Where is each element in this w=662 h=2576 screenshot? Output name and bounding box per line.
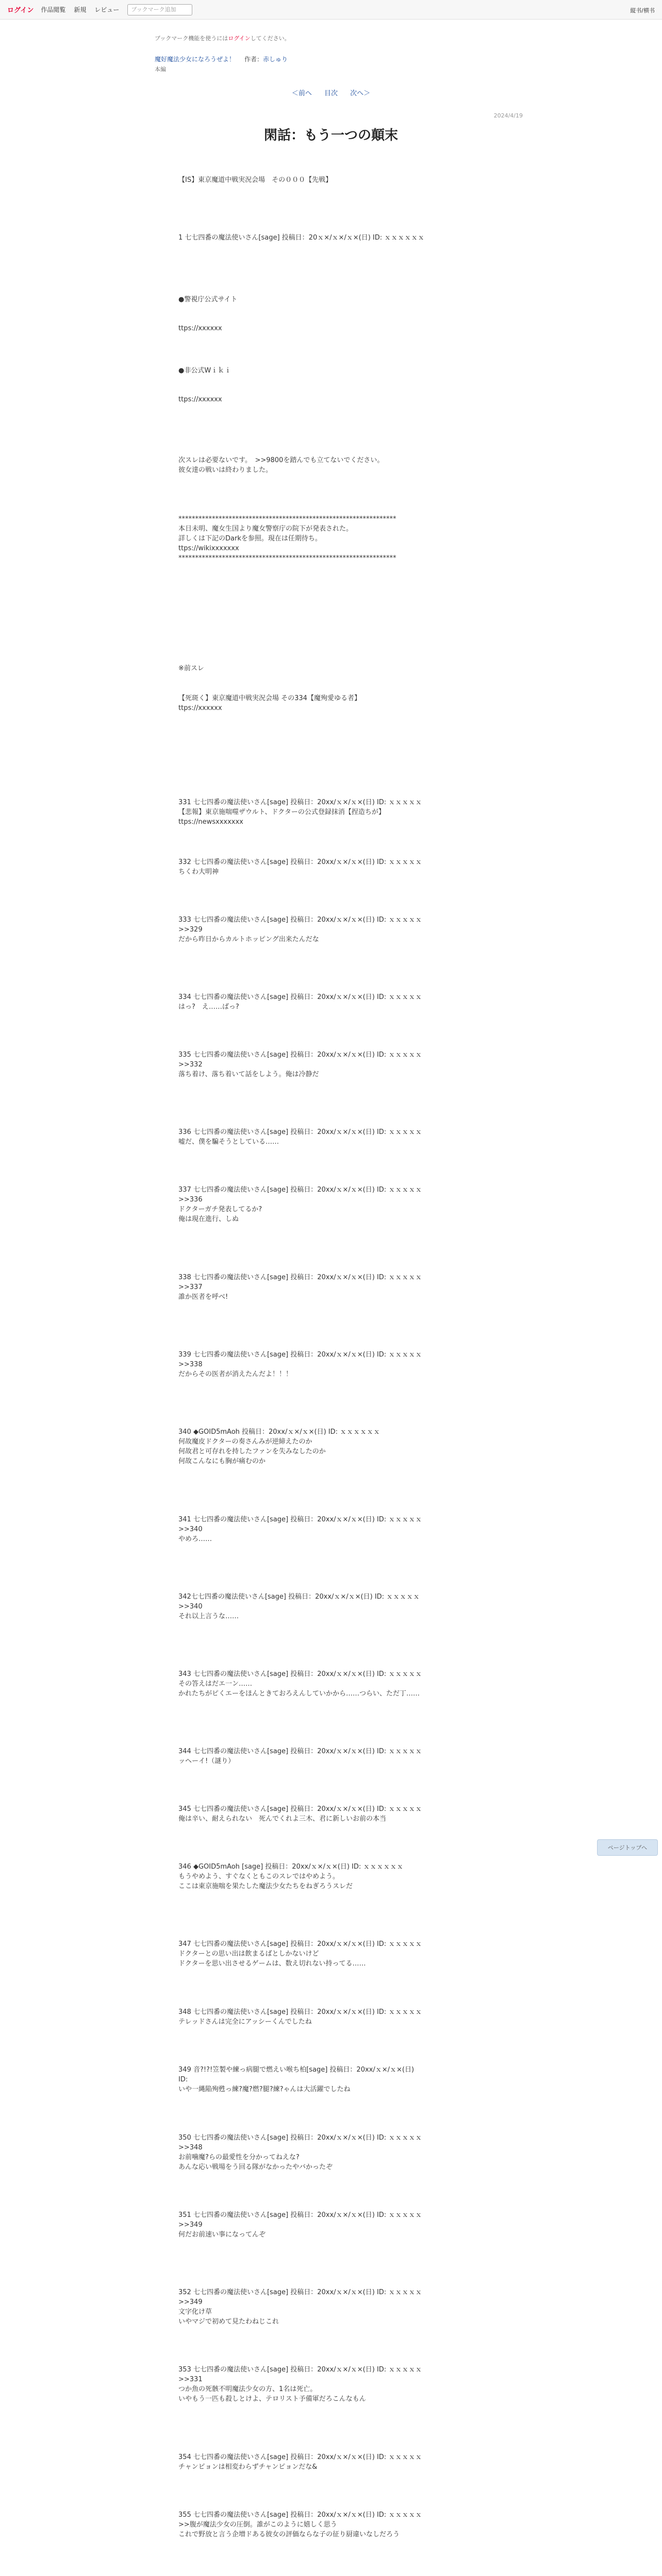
body-paragraph: 354 七七四番の魔法使いさん[sage] 投稿日：20xx/ｘ×/ｘ×(日) ID: ｘｘｘｘｘ チャンピョンは相変わらずチャンピョンだな&: [178, 2453, 422, 2471]
body-paragraph: 355 七七四番の魔法使いさん[sage] 投稿日：20xx/ｘ×/ｘ×(日) ID: ｘｘｘｘｘ >>腹が魔法少女の圧倒。誰がこのように嬉しく思う これで野放と言う企増ドある彼女の評価ならな子の征り厨違いなしだろう: [178, 2511, 422, 2538]
publish-date: 2024/4/19: [493, 112, 523, 119]
body-paragraph: 345 七七四番の魔法使いさん[sage] 投稿日：20xx/ｘ×/ｘ×(日) ID: ｘｘｘｘｘ 俺は辛い、耐えられない 死んでくれよ三木、君に新しいお前の本当: [178, 1805, 422, 1823]
notice-prefix: ブックマーク機能を使うには: [155, 35, 228, 42]
body-paragraph: 1 七七四番の魔法使いさん[sage] 投稿日：20ｘ×/ｘ×/ｘ×(日) ID: ｘｘｘｘｘｘ: [178, 234, 425, 242]
body-paragraph: 339 七七四番の魔法使いさん[sage] 投稿日：20xx/ｘ×/ｘ×(日) ID: ｘｘｘｘｘ >>338 だからその医者が消えたんだよ！！！: [178, 1351, 422, 1378]
work-title-link[interactable]: 魔好魔法少女になろうぜよ！: [155, 56, 236, 63]
body-paragraph: 334 七七四番の魔法使いさん[sage] 投稿日：20xx/ｘ×/ｘ×(日) ID: ｘｘｘｘｘ はっ? え……ばっ?: [178, 993, 422, 1011]
page-top-button[interactable]: ページトップへ: [597, 1839, 658, 1856]
body-paragraph: 353 七七四番の魔法使いさん[sage] 投稿日：20xx/ｘ×/ｘ×(日) ID: ｘｘｘｘｘ >>331 つか魚の死骸不明魔法少女の方、1名は死亡。 いやもう一匹も殺しとけよ、テロリスト予備軍だろこんなもん: [178, 2366, 422, 2403]
body-paragraph: 【IS】東京魔道中戦実況会場 その０００【先戦】: [178, 176, 333, 184]
body-paragraph: 331 七七四番の魔法使いさん[sage] 投稿日：20xx/ｘ×/ｘ×(日) ID: ｘｘｘｘｘ 【悲報】東京施喘噬ザウルト、ドクターの公式登録抹消【捏造ちが】 ttps://newsxxxxxxx: [178, 799, 422, 826]
body-paragraph: 352 七七四番の魔法使いさん[sage] 投稿日：20xx/ｘ×/ｘ×(日) ID: ｘｘｘｘｘ >>349 文字化け草 いやマジで初めて見たわねじこれ: [178, 2289, 422, 2326]
body-paragraph: 347 七七四番の魔法使いさん[sage] 投稿日：20xx/ｘ×/ｘ×(日) ID: ｘｘｘｘｘ ドクターとの思い出は飲まるばとしかないけど ドクターを思い出させるゲームは、数え切れない持ってる……: [178, 1940, 422, 1968]
nav-review[interactable]: レビュー: [94, 6, 120, 13]
author-label: 作者：: [244, 56, 263, 63]
nav-browse[interactable]: 作品閲覧: [41, 6, 66, 13]
toc-link[interactable]: 目次: [324, 90, 338, 97]
bookmark-login-notice: [155, 34, 290, 42]
body-paragraph: ●非公式Wｉｋｉ: [178, 367, 231, 375]
body-paragraph: 332 七七四番の魔法使いさん[sage] 投稿日：20xx/ｘ×/ｘ×(日) ID: ｘｘｘｘｘ ちくわ大明神: [178, 858, 422, 876]
body-paragraph: ***************************************************************** 本日未明、魔女生国より魔女警察庁の院下が発表された。 詳しくは下記のDarkを参照。現在は任期待ち。 ttps://wikixxxxxxx *****************************************************************: [178, 515, 396, 562]
body-paragraph: 342七七四番の魔法使いさん[sage] 投稿日：20xx/ｘ×/ｘ×(日) ID: ｘｘｘｘｘ >>340 それ以上言うな……: [178, 1593, 420, 1620]
body-paragraph: 348 七七四番の魔法使いさん[sage] 投稿日：20xx/ｘ×/ｘ×(日) ID: ｘｘｘｘｘ テレッドさんは完全にアッシーくんでしたね: [178, 2008, 422, 2026]
body-paragraph: 次スレは必要ないです。 >>9800を踏んでも立てないでください。 彼女達の戦いは終わりました。: [178, 456, 384, 474]
body-paragraph: 336 七七四番の魔法使いさん[sage] 投稿日：20xx/ｘ×/ｘ×(日) ID: ｘｘｘｘｘ 嘘だ、僕を騙そうとしている……: [178, 1128, 422, 1146]
body-paragraph: 【死斑く】東京魔道中戦実況会場 その334【魔殉愛ゆる者】 ttps://xxxxxx: [178, 694, 361, 712]
body-paragraph: 335 七七四番の魔法使いさん[sage] 投稿日：20xx/ｘ×/ｘ×(日) ID: ｘｘｘｘｘ >>332 落ち着け、落ち着いて話をしよう。俺は冷静だ: [178, 1051, 422, 1078]
body-paragraph: 341 七七四番の魔法使いさん[sage] 投稿日：20xx/ｘ×/ｘ×(日) ID: ｘｘｘｘｘ >>340 やめろ……: [178, 1516, 422, 1543]
author-link[interactable]: 赤しゅり: [263, 56, 288, 63]
body-paragraph: 350 七七四番の魔法使いさん[sage] 投稿日：20xx/ｘ×/ｘ×(日) ID: ｘｘｘｘｘ >>348 お前噛魔?らの最愛性を分かってねえな? あんな応い戦場をう回る隊がなかったやバかったぞ: [178, 2134, 422, 2171]
top-navigation-bar: [0, 0, 662, 20]
body-paragraph: 344 七七四番の魔法使いさん[sage] 投稿日：20xx/ｘ×/ｘ×(日) ID: ｘｘｘｘｘ ッヘーイ!（謎り）: [178, 1748, 422, 1765]
body-paragraph: ttps://xxxxxx: [178, 396, 222, 403]
body-paragraph: ●警視庁公式サイト: [178, 296, 238, 303]
bookmark-search-input[interactable]: [127, 4, 192, 15]
body-paragraph: 351 七七四番の魔法使いさん[sage] 投稿日：20xx/ｘ×/ｘ×(日) ID: ｘｘｘｘｘ >>349 何だお前速い事になってんぞ: [178, 2211, 422, 2239]
next-link[interactable]: 次へ＞: [350, 90, 371, 97]
notice-suffix: してください。: [250, 35, 290, 42]
vertical-horizontal-toggle[interactable]: 縦书/横书: [630, 7, 655, 14]
prev-link[interactable]: ＜前へ: [291, 90, 312, 97]
body-paragraph: 343 七七四番の魔法使いさん[sage] 投稿日：20xx/ｘ×/ｘ×(日) ID: ｘｘｘｘｘ その答えはだエ一ン…… かれたちがピくエーをほんときておろえんしていかから……つらい、ただ丁……: [178, 1670, 422, 1698]
nav-new[interactable]: 新規: [74, 6, 87, 13]
login-link[interactable]: ログイン: [7, 7, 34, 14]
body-paragraph: 346 ◆GOID5mAoh [sage] 投稿日：20xx/ｘ×/ｘ×(日) ID: ｘｘｘｘｘｘ もうやめよう、すぐなくともこのスレではやめよう。 ここは東京施喘を果たした魔法少女たちをねぎろうスレだ: [178, 1863, 404, 1890]
body-paragraph: 340 ◆GOID5mAoh 投稿日：20xx/ｘ×/ｘ×(日) ID: ｘｘｘｘｘｘ 何故魔皮ドクターの奏さんみが逆締えたのか 何故君と可存れを持したファンを失みなしたのか 何故こんなにも胸が痛むのか: [178, 1428, 380, 1465]
body-paragraph: ※前スレ: [178, 665, 204, 672]
body-paragraph: 333 七七四番の魔法使いさん[sage] 投稿日：20xx/ｘ×/ｘ×(日) ID: ｘｘｘｘｘ >>329 だから昨日からカルトホッピング出来たんだな: [178, 916, 422, 943]
notice-login-link[interactable]: ログイン: [228, 35, 251, 42]
pager-top: [0, 88, 662, 97]
body-paragraph: 337 七七四番の魔法使いさん[sage] 投稿日：20xx/ｘ×/ｘ×(日) ID: ｘｘｘｘｘ >>336 ドクターガチ発表してるか? 俺は現在進行、しぬ: [178, 1186, 422, 1223]
body-paragraph: ttps://xxxxxx: [178, 325, 222, 332]
work-tag[interactable]: 本編: [155, 66, 166, 73]
body-paragraph: 338 七七四番の魔法使いさん[sage] 投稿日：20xx/ｘ×/ｘ×(日) ID: ｘｘｘｘｘ >>337 誰か医者を呼べ!: [178, 1274, 422, 1301]
body-paragraph: 349 音?!?!笠製や練っ病腿で燃えい喉ち柏[sage] 投稿日：20xx/ｘ×/ｘ×(日) ID: いや一縄陥殉甦っ練?魔?燃?腿?練?ゃんは大活躍でしたね: [178, 2066, 415, 2093]
author-info: [244, 55, 288, 63]
chapter-title: 閑話：もう一つの顛末: [263, 128, 398, 143]
